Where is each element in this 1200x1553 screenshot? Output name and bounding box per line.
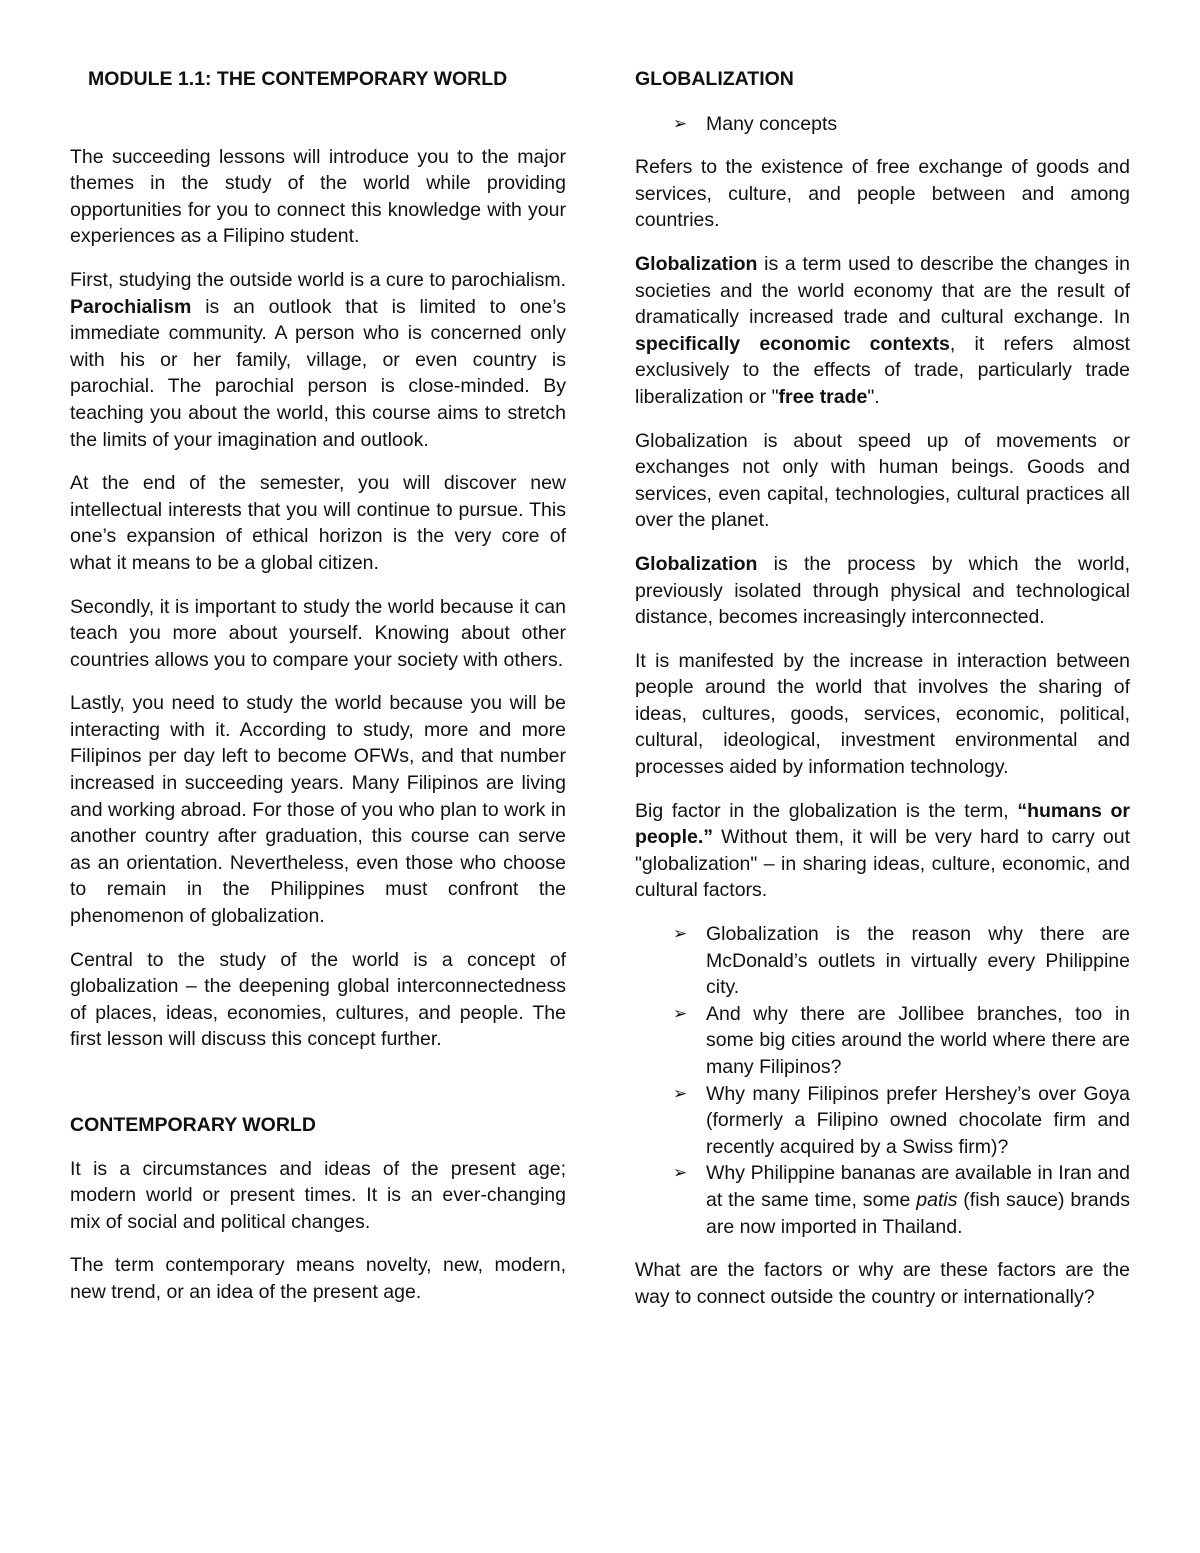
- list-item: ➢ Why many Filipinos prefer Hershey’s over Goya (formerly a Filipino owned chocolate firm and recently acquired by a Swiss firm)?: [673, 1082, 1130, 1158]
- contemporary-definition: It is a circumstances and ideas of the present age; modern world or present times. It is an ever-changing mix of social and political changes.: [70, 1157, 566, 1233]
- module-title: MODULE 1.1: THE CONTEMPORARY WORLD: [88, 68, 508, 90]
- contemporary-world-heading: CONTEMPORARY WORLD: [70, 1114, 316, 1136]
- left-column: [70, 66, 566, 1323]
- arrowhead-bullet-icon: ➢: [673, 924, 688, 945]
- arrowhead-bullet-icon: ➢: [673, 1163, 688, 1184]
- refers-paragraph: Refers to the existence of free exchange of goods and services, culture, and people between and among countries.: [635, 156, 1130, 232]
- list-item: ➢ Why Philippine bananas are available in Iran and at the same time, some patis (fish sauce) brands are now imported in Thailand.: [673, 1162, 1130, 1238]
- big-factor-paragraph: Big factor in the globalization is the term, “humans or people.” Without them, it will be very hard to carry out "globalization" – in sharing ideas, culture, economic, and cultural factors.: [635, 799, 1130, 902]
- globalization-process-paragraph: Globalization is the process by which the world, previously isolated through physical and technological distance, becomes increasingly interconnected.: [635, 552, 1130, 629]
- arrowhead-bullet-icon: ➢: [673, 113, 688, 134]
- manifested-paragraph: It is manifested by the increase in interaction between people around the world that involves the sharing of ideas, cultures, goods, services, economic, political, cultural, ideological, investment environmental and processes aided by information technology.: [635, 649, 1130, 779]
- list-item: ➢ Globalization is the reason why there are McDonald’s outlets in virtually every Philippine city.: [673, 923, 1130, 999]
- speed-paragraph: Globalization is about speed up of movements or exchanges not only with human beings. Goods and services, even capital, technologies, cultural practices all over the planet.: [635, 429, 1130, 532]
- arrowhead-bullet-icon: ➢: [673, 1003, 688, 1024]
- globalization-heading: GLOBALIZATION: [635, 68, 794, 90]
- examples-list: [635, 921, 1130, 1240]
- contemporary-term-paragraph: The term contemporary means novelty, new, modern, new trend, or an idea of the present age.: [70, 1254, 566, 1303]
- parochialism-term: Parochialism: [70, 295, 192, 318]
- semester-paragraph: At the end of the semester, you will discover new intellectual interests that you will continue to pursue. This one’s expansion of ethical horizon is the very core of what it means to be a global citizen.: [70, 472, 566, 574]
- intro-paragraph: The succeeding lessons will introduce you to the major themes in the study of the world while providing opportunities for you to connect this knowledge with your experiences as a Filipino student.: [70, 145, 566, 248]
- central-paragraph: Central to the study of the world is a concept of globalization – the deepening global interconnectedness of places, ideas, economies, cultures, and people. The first lesson will discuss this concept further.: [70, 948, 566, 1051]
- concepts-list: [635, 111, 1130, 138]
- secondly-paragraph: Secondly, it is important to study the world because it can teach you more about yourself. Knowing about other countries allows you to compare your society with others.: [70, 595, 566, 671]
- arrowhead-bullet-icon: ➢: [673, 1083, 688, 1104]
- list-item: ➢ Many concepts: [673, 112, 838, 135]
- list-item: ➢ And why there are Jollibee branches, too in some big cities around the world where there are many Filipinos?: [673, 1002, 1130, 1078]
- question-paragraph: What are the factors or why are these factors are the way to connect outside the country or internationally?: [635, 1259, 1130, 1308]
- globalization-term-paragraph: Globalization is a term used to describe the changes in societies and the world economy that are the result of dramatically increased trade and cultural exchange. In specifically economic contexts, it refers almost exclusively to the effects of trade, particularly trade liberalization or "free trade".: [635, 252, 1130, 408]
- parochialism-paragraph: First, studying the outside world is a cure to parochialism. Parochialism is an outlook that is limited to one’s immediate community. A person who is concerned only with his or her family, village, or even country is parochial. The parochial person is close-minded. By teaching you about the world, this course aims to stretch the limits of your imagination and outlook.: [70, 268, 566, 451]
- right-column: [635, 66, 1130, 1327]
- lastly-paragraph: Lastly, you need to study the world because you will be interacting with it. According to study, more and more Filipinos per day left to become OFWs, and that number increased in succeeding years. Many Filipinos are living and working abroad. For those of you who plan to work in another country after graduation, this course can serve as an orientation. Nevertheless, even those who choose to remain in the Philippines must confront the phenomenon of globalization.: [70, 692, 566, 928]
